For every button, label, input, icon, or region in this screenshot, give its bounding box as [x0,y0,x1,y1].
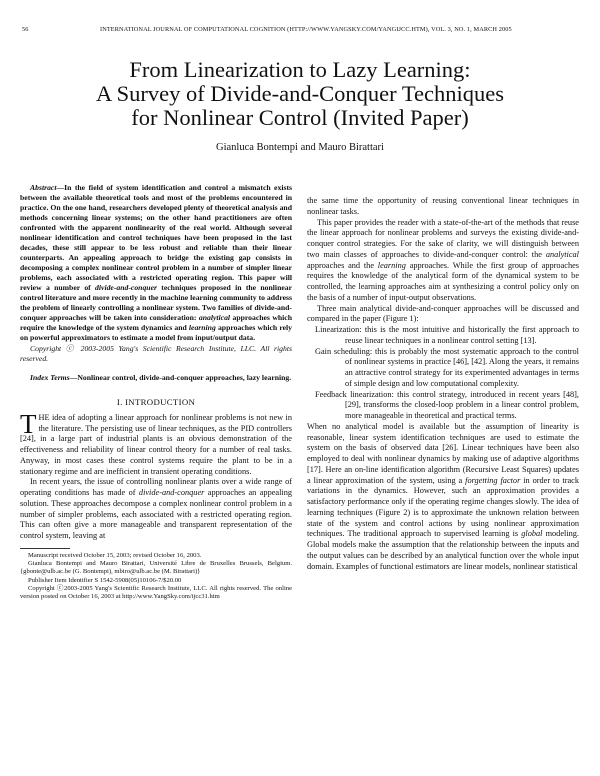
intro-text: approaches an appealing solution. These approaches decompose a complex nonlinear control problem in a number of simpler problems, each associated with a restricted operating region. This can often give a more manageable and transparent representation of the control system, leaving at [20,488,292,540]
footnote: Publisher Item Identifier S 1542-5908(05)10106-7/$20.00 [28,576,182,584]
intro-paragraph [20,408,292,478]
journal-title: INTERNATIONAL JOURNAL OF COMPUTATIONAL COGNITION (HTTP://WWW.YANGSKY.COM/YANGIJCC.HTM), VOL. 3, NO. 1, MARCH 2005 [100,26,512,33]
authors: Gianluca Bontempi and Mauro Birattari [216,142,384,153]
index-terms-label: Index Terms [30,373,70,382]
body-emph: analytical [545,249,579,259]
body-text: approaches. While the first group of approaches requires the knowledge of the analytical form of the dynamical system to be controlled, the learning approaches aim at synthesizing a control policy only on the basis of a number of input-output observations. [307,260,580,302]
footnote-rule [20,548,70,549]
body-emph: global [521,529,543,539]
intro-emph: divide-and-conquer [138,488,205,497]
intro-text: HE idea of adopting a linear approach for nonlinear problems is not new in the literature. The persisting use of linear techniques, as the PID controllers [24], in a large part of industrial plants is an obvious demonstration of the effectiveness and reliability of linear control theory for a number of real tasks. Anyway, in most cases these control systems require the plant to be in a stationary regime and are inefficient in transient operating conditions. [20,412,292,476]
paper-title [30,58,570,130]
abstract-emph: divide-and-conquer [95,283,157,292]
body-emph: learning [377,260,406,270]
drop-cap: T [20,408,37,439]
body-paragraph [307,218,579,304]
body-text: approaches and the [307,260,378,270]
title-line: From Linearization to Lazy Learning: [129,57,471,82]
copyright-notice: Copyright ⓒ 2003-2005 Yang's Scientific Research Institute, LLC. All rights reserved. [20,344,292,363]
title-line: A Survey of Divide-and-Conquer Techniques [96,81,504,106]
abstract-label: Abstract [30,183,57,192]
intro-paragraph [20,477,292,542]
list-item: Gain scheduling: this is probably the most systematic approach to the control of nonlinear systems in practice [46], [42]. Along the years, it remains an attractive control strategy for its experimented advantages in terms of simple design and low computational complexity. [315,346,579,388]
intro-text: In recent years, the issue of controlling nonlinear plants over a wide range of operating conditions has made of [20,477,292,497]
running-header [22,26,556,38]
list-item: Linearization: this is the most intuitive and historically the first approach to reuse linear techniques in a nonlinear control setting [13]. [315,325,579,345]
list-item: Feedback linearization: this control strategy, introduced in recent years [48], [29], transforms the closed-loop problem in a linear control problem, more manageable in theoretical and practical terms. [315,389,579,420]
body-text: When no analytical model is available but the assumption of linearity is reasonable, linear system identification techniques are used to estimate the system on the basis of observed data [26]. Linear techniques have been also employed to deal with nonlinear dynamics by making use of adaptive algorithms [17]. Here an on-line identification algorithm (Recursive Least Squares) updates a linear approximation of the system, using a [307,421,579,485]
body-paragraph [307,422,579,573]
footnote: Copyright ⓒ2003-2005 Yang's Scientific Research Institute, LLC. All rights reserved. The online version posted on October 16, 2003 at http://www.YangSky.com/ijcc31.htm [20,584,292,601]
index-terms-text: —Nonlinear control, divide-and-conquer approaches, lazy learning. [69,373,292,382]
body-emph: forgetting factor [465,475,521,485]
body-text: modeling. Global models make the assumption that the relationship between the inputs and the output values can be described by an analytical function over the whole input domain. Examples of functional estimators are linear models, nonlinear statistical [307,529,579,571]
page-number: 56 [22,26,29,33]
index-terms [20,373,292,383]
left-column [20,183,292,602]
footnote: Manuscript received October 15, 2003; revised October 16, 2003. [28,551,202,559]
abstract-text: approaches which require the knowledge of the system dynamics and [20,313,292,332]
abstract-emph: analytical [198,313,231,322]
abstract-text: —In the field of system identification and control a mismatch exists between the available theoretical tools and most of the problems encountered in practice. On the one hand, researchers developed plenty of theoretical analysis and methods concerning linear systems; on the other hand practitioners are often confronted with the apparent nonlinearity of the real world. Although several nonlinear identification and control techniques have been proposed in the last decades, these still appear to be less robust and reliable than their linear counterparts. An appealing approach to bridge the existing gap consists in decomposing a complex nonlinear control problem in a number of simpler linear problems, each associated with a restricted operating region. This paper will review a number of [20,183,292,292]
body-paragraph: Three main analytical divide-and-conquer approaches will be discussed and compared in the paper (Figure 1): [307,303,579,324]
title-line: for Nonlinear Control (Invited Paper) [131,105,469,130]
abstract-text: approaches which rely on powerful approximators to estimate a model from input/output data. [20,323,292,342]
abstract-text: techniques proposed in the nonlinear control literature and more recently in the machine learning community to address the problem of linearly controlling a nonlinear system. Two families of divide-and-conquer approaches will be taken into consideration: [20,283,293,322]
abstract-emph: learning [188,323,216,332]
right-column [307,196,579,572]
body-text: This paper provides the reader with a state-of-the-art of the methods that reuse the linear approach for nonlinear problems and surveys the existing divide-and-conquer control strategies. For the sake of clarity, we will distinguish between two main classes of approaches to divide-and-conquer control: the [307,217,579,259]
body-text: in order to track variations in the dynamics. However, such an approximation provides a satisfactory performance only if the operating regime changes slowly. The idea of learning techniques (Figure 2) is to approximate the unknown relation between state of the system and control actions by using nonlinear approximation techniques. The traditional approach to supervised learning is [307,475,580,539]
footnote: Gianluca Bontempi and Mauro Birattari, Université Libre de Bruxelles Brussels, Belgium. {gbonte@ulb.ac.be (G. Bontempi), mbiro@ulb.ac.be (M. Birattari)} [20,560,292,576]
abstract [20,183,292,343]
body-paragraph: the same time the opportunity of reusing conventional linear techniques in nonlinear tasks. [307,196,579,216]
section-heading: I. INTRODUCTION [116,397,196,407]
